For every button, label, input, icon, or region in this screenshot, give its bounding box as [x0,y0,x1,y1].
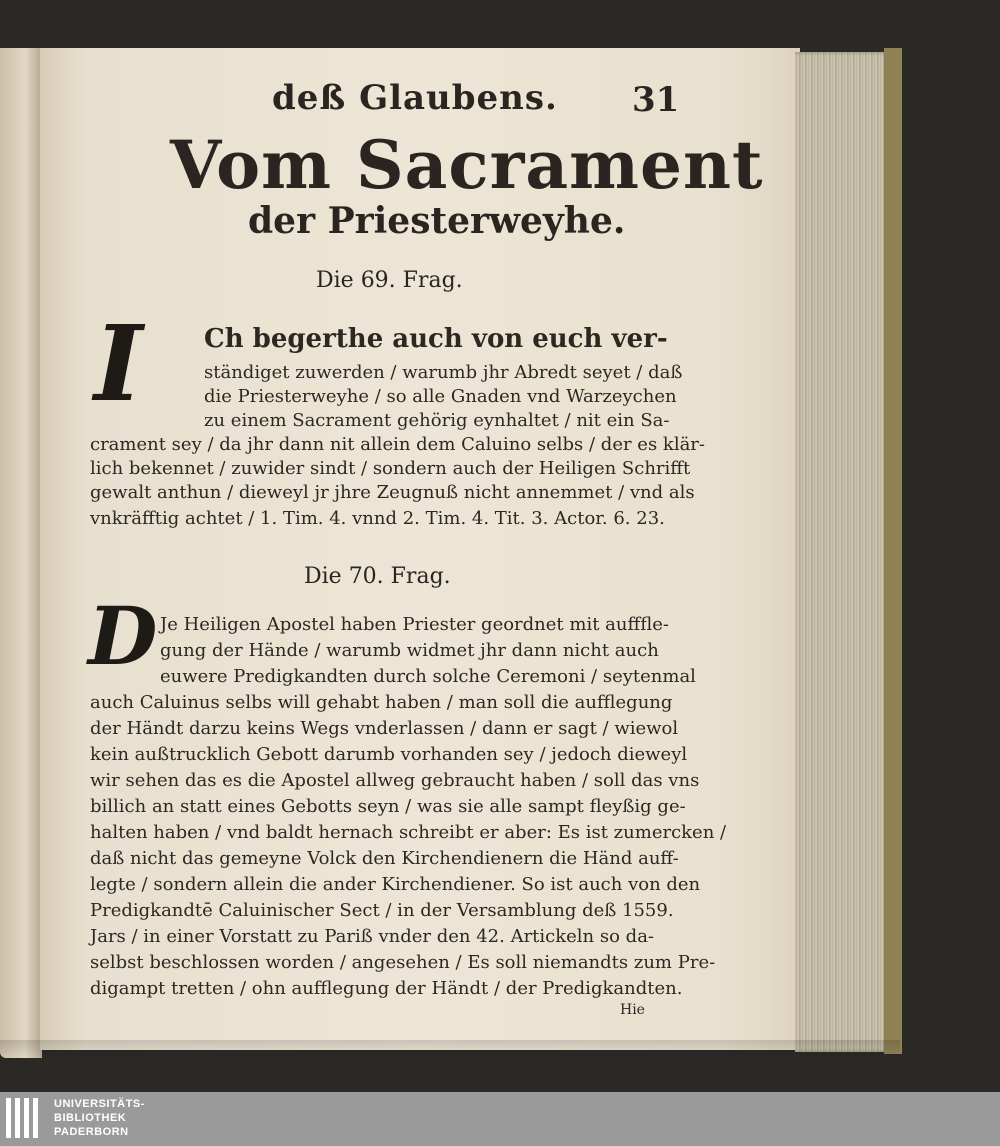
library-name-line: PADERBORN [54,1126,129,1138]
decorated-initial-d: D [88,589,158,683]
paragraph-70-line: Jars / in einer Vorstatt zu Pariß vnder den 42. Artickeln so da- [90,926,655,947]
library-logo-icon [6,1098,46,1138]
paragraph-69-line: vnkräfftig achtet / 1. Tim. 4. vnnd 2. Tim. 4. Tit. 3. Actor. 6. 23. [90,508,665,529]
paragraph-69-line: ständiget zuwerden / warumb jhr Abredt seyet / daß [204,362,683,383]
paragraph-69-line: gewalt anthun / dieweyl jr jhre Zeugnuß nicht annemmet / vnd als [90,482,695,503]
library-name [54,1097,145,1139]
question-69-heading: Die 69. Frag. [316,268,463,293]
library-name-line: UNIVERSITÄTS- [54,1098,145,1110]
paragraph-70-line: euwere Predigkandten durch solche Ceremoni / seytenmal [160,666,696,687]
paragraph-70-line: Predigkandtē Caluinischer Sect / in der Versamblung deß 1559. [90,900,674,921]
page-block-edge [795,52,890,1052]
paragraph-70-line: auch Caluinus selbs will gehabt haben / man soll die aufflegung [90,692,673,713]
running-head: deß Glaubens. [272,78,558,118]
library-name-line: BIBLIOTHEK [54,1112,127,1124]
paragraph-70-line: billich an statt eines Gebotts seyn / was sie alle sampt fleyßig ge- [90,796,686,817]
paragraph-70-line: der Händt darzu keins Wegs vnderlassen / dann er sagt / wiewol [90,718,679,739]
paragraph-70-line: wir sehen das es die Apostel allweg gebraucht haben / soll das vns [90,770,700,791]
left-page-edge [0,48,42,1058]
paragraph-70-line: selbst beschlossen worden / angesehen / Es soll niemandts zum Pre- [90,952,716,973]
question-70-heading: Die 70. Frag. [304,564,451,589]
paragraph-69-line: Ch begerthe auch von euch ver- [204,324,668,354]
library-footer [0,1092,1000,1146]
paragraph-70-line: Je Heiligen Apostel haben Priester geordnet mit aufffle- [160,614,670,635]
paragraph-69-line: die Priesterweyhe / so alle Gnaden vnd Warzeychen [204,386,677,407]
paragraph-69-line: crament sey / da jhr dann nit allein dem Caluino selbs / der es klär- [90,434,705,455]
paragraph-70-line: daß nicht das gemeyne Volck den Kirchendienern die Händ auff- [90,848,679,869]
paragraph-70-line: digampt tretten / ohn aufflegung der Händt / der Predigkandten. [90,978,683,999]
paragraph-70-line: legte / sondern allein die ander Kirchendiener. So ist auch von den [90,874,701,895]
catchword: Hie [620,1002,645,1018]
book-cover-edge [884,48,902,1054]
page-shadow [0,1040,900,1058]
paragraph-70-line: halten haben / vnd baldt hernach schreibt er aber: Es ist zumercken / [90,822,727,843]
paragraph-70-line: kein außtrucklich Gebott darumb vorhanden sey / jedoch dieweyl [90,744,688,765]
paragraph-69-line: zu einem Sacrament gehörig eynhaltet / nit ein Sa- [204,410,670,431]
paragraph-70-line: gung der Hände / warumb widmet jhr dann nicht auch [160,640,659,661]
page-number: 31 [632,80,680,120]
paragraph-69-line: lich bekennet / zuwider sindt / sondern auch der Heiligen Schrifft [90,458,691,479]
chapter-title: Vom Sacrament [170,126,764,204]
chapter-subtitle: der Priesterweyhe. [248,200,626,242]
decorated-initial-i: I [94,302,143,425]
